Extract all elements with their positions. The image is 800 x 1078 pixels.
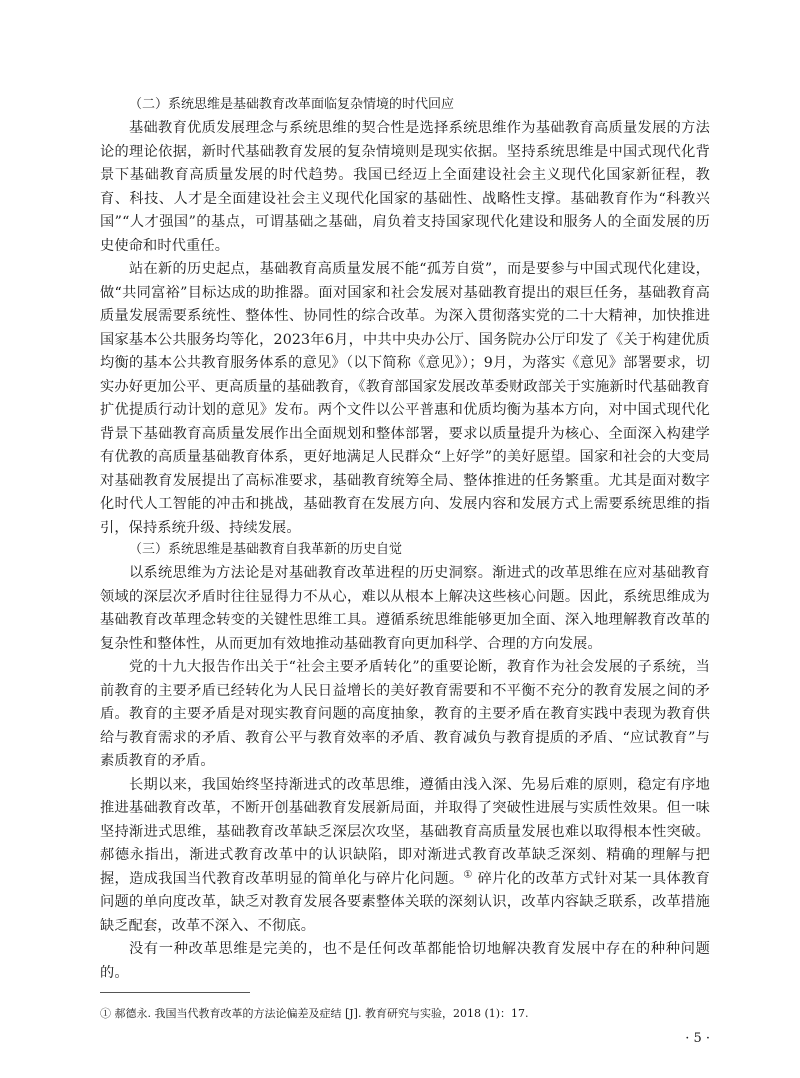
section-heading-3: （三）系统思维是基础教育自我革新的历史自觉 xyxy=(129,542,403,557)
paragraph-text: 长期以来，我国始终坚持渐进式的改革思维，遵循由浅入深、先易后难的原则，稳定有序地推进基础教育改革，不断开创基础教育发展新局面，并取得了突破性进展与实质性效果。但一味坚持渐进式思维，基础教育改革缺乏深层次攻坚，基础教育高质量发展也难以取得根本性突破。郝德永指出，渐进式教育改革中的认识缺陷，即对渐进式教育改革缺乏深刻、精确的理解与把握，造成我国当代教育改革明显的简单化与碎片化问题。 xyxy=(100,776,710,887)
paragraph: 站在新的历史起点，基础教育高质量发展不能“孤芳自赏”，而是要参与中国式现代化建设，做“共同富裕”目标达成的助推器。面对国家和社会发展对基础教育提出的艰巨任务，基础教育高质量发展需要系统性、整体性、协同性的综合改革。为深入贯彻落实党的二十大精神，加快推进国家基本公共服务均等化，2023年6月，中共中央办公厅、国务院办公厅印发了《关于构建优质均衡的基本公共教育服务体系的意见》（以下简称《意见》）；9月，为落实《意见》部署要求，切实办好更加公平、更高质量的基础教育，《教育部国家发展改革委财政部关于实施新时代基础教育扩优提质行动计划的意见》发布。两个文件以公平普惠和优质均衡为基本方向，对中国式现代化背景下基础教育高质量发展作出全面规划和整体部署，要求以质量提升为核心、全面深入构建学有优教的高质量基础教育体系，更好地满足人民群众“上好学”的美好愿望。国家和社会的大变局对基础教育发展提出了高标准要求，基础教育统筹全局、整体推进的任务繁重。尤其是面对数字化时代人工智能的冲击和挑战，基础教育在发展方向、发展内容和发展方式上需要系统思维的指引，保持系统升级、持续发展。 xyxy=(100,261,710,536)
paragraph: 没有一种改革思维是完美的，也不是任何改革都能恰切地解决教育发展中存在的种种问题的。 xyxy=(100,941,710,981)
page-number: · 5 · xyxy=(685,1031,710,1046)
paragraph: 以系统思维为方法论是对基础教育改革进程的历史洞察。渐进式的改革思维在应对基础教育领域的深层次矛盾时往往显得力不从心，难以从根本上解决这些核心问题。因此，系统思维成为基础教育改革理念转变的关键性思维工具。遵循系统思维能够更加全面、深入地理解教育改革的复杂性和整体性，从而更加有效地推动基础教育向更加科学、合理的方向发展。 xyxy=(100,565,710,652)
section-heading-2: （二）系统思维是基础教育改革面临复杂情境的时代回应 xyxy=(129,97,455,112)
footnote: ① 郝德永. 我国当代教育改革的方法论偏差及症结 [J]. 教育研究与实验，2018 (1)：17. xyxy=(100,1007,529,1020)
paragraph-text: 碎片化的改革方式针对某一具体教育问题的单向度改革，缺乏对教育发展各要素整体关联的深刻认识，改革内容缺乏联系，改革措施缺乏配套，改革不深入、不彻底。 xyxy=(100,870,710,934)
document-body xyxy=(100,95,710,985)
footnote-reference[interactable]: ① xyxy=(463,868,473,880)
paragraph: 基础教育优质发展理念与系统思维的契合性是选择系统思维作为基础教育高质量发展的方法论的理论依据，新时代基础教育发展的复杂情境则是现实依据。坚持系统思维是中国式现代化背景下基础教育高质量发展的时代趋势。我国已经迈上全面建设社会主义现代化国家新征程，教育、科技、人才是全面建设社会主义现代化国家的基础性、战略性支撑。基础教育作为“科教兴国”“人才强国”的基点，可谓基础之基础，肩负着支持国家现代化建设和服务人的全面发展的历史使命和时代重任。 xyxy=(100,120,710,254)
paragraph-with-footnote xyxy=(100,774,710,939)
footnote-divider xyxy=(100,992,250,993)
paragraph: 党的十九大报告作出关于“社会主要矛盾转化”的重要论断，教育作为社会发展的子系统，当前教育的主要矛盾已经转化为人民日益增长的美好教育需要和不平衡不充分的教育发展之间的矛盾。教育的主要矛盾是对现实教育问题的高度抽象，教育的主要矛盾在教育实践中表现为教育供给与教育需求的矛盾、教育公平与教育效率的矛盾、教育减负与教育提质的矛盾、“应试教育”与素质教育的矛盾。 xyxy=(100,659,710,769)
